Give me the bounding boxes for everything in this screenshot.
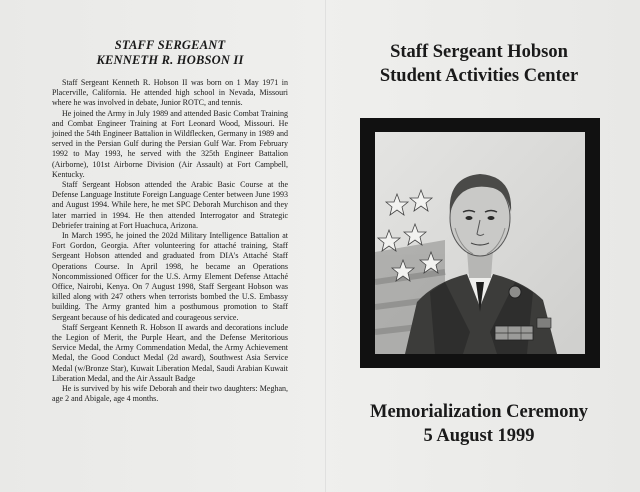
cover-title: [350, 40, 608, 88]
ceremony-date: 5 August 1999: [423, 426, 535, 446]
biography-text: [52, 78, 288, 405]
portrait-drawing: [375, 132, 585, 354]
bio-paragraph-language-school: Staff Sergeant Hobson attended the Arabic Basic Course at the Defense Language Institute Foreign Language Center between June 1993 and August 1994. While here, he met SPC Deborah Murchison and they later married in 1994. He then attended Interrogator and Strategic Debriefer training at Fort Huachuca, Arizona.: [52, 180, 288, 230]
bio-paragraph-enlistment: He joined the Army in July 1989 and attended Basic Combat Training and Combat Engineer Training at Fort Leonard Wood, Missouri. He joined the 54th Engineer Battalion in Wildflecken, Germany in 1989 and served in the Persian Gulf during the Persian Gulf War. From February 1992 to May 1993, he served with the 325th Engineer Battalion (Airborne), 101st Airborne Division (Air Assault) at Fort Campbell, Kentucky.: [52, 108, 288, 179]
portrait-frame: [360, 118, 600, 368]
biography-title: [52, 38, 288, 68]
biography-title-name: KENNETH R. HOBSON II: [96, 53, 244, 67]
biography-panel: [52, 38, 288, 405]
bio-paragraph-attache-service: In March 1995, he joined the 202d Military Intelligence Battalion at Fort Gordon, Georgia. After volunteering for attaché training, Staff Sergeant Hobson attended and graduated from DIA's Attaché Staff Operations Course. In April 1998, he became an Operations Noncommissioned Officer for the U.S. Army Element Defense Attaché Office, Nairobi, Kenya. On 7 August 1998, Staff Sergeant Hobson was killed along with 247 others when terrorists bombed the U.S. Embassy building. The Army granted him a posthumous promotion to Staff Sergeant because of his dedicated and courageous service.: [52, 231, 288, 322]
ceremony-title: Memorialization Ceremony: [370, 402, 588, 422]
soldier-portrait-sketch: [375, 132, 585, 354]
fold-line: [325, 0, 326, 492]
cover-title-line2: Student Activities Center: [379, 66, 579, 86]
bio-paragraph-birth: Staff Sergeant Kenneth R. Hobson II was born on 1 May 1971 in Placerville, California. He attended high school in Nevada, Missouri where he was involved in debate, Junior ROTC, and tennis.: [52, 78, 288, 108]
ceremony-heading: [350, 400, 608, 448]
cover-title-line1: Staff Sergeant Hobson: [390, 42, 568, 62]
bio-paragraph-family: He is survived by his wife Deborah and their two daughters: Meghan, age 2 and Abigale, age 4 months.: [52, 384, 288, 404]
bio-paragraph-awards: Staff Sergeant Kenneth R. Hobson II awards and decorations include the Legion of Merit, the Purple Heart, and the Defense Meritorious Service Medal, the Army Commendation Medal, the Army Achievement Medal, the Good Conduct Medal (2d award), Southwest Asia Service Medal (w/Bronze Star), Kuwait Liberation Medal, Saudi Arabian Kuwait Liberation Medal, and the Air Assault Badge: [52, 322, 288, 383]
biography-title-rank: STAFF SERGEANT: [114, 38, 226, 52]
